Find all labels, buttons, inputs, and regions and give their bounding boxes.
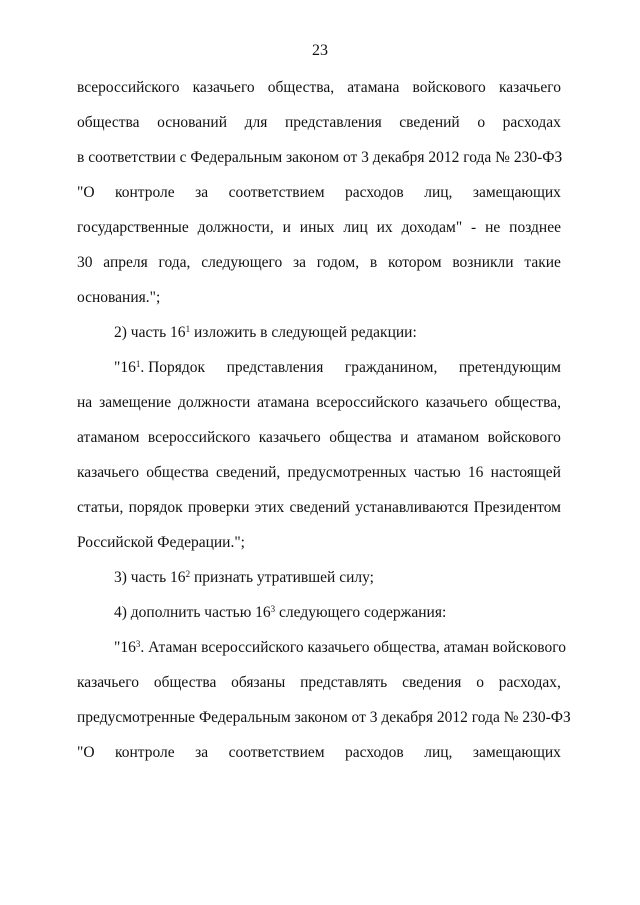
text-line: статьи, порядок проверки этих сведений устанавливаются Президентом bbox=[77, 499, 561, 516]
text-line: предусмотренные Федеральным законом от 3 декабря 2012 года № 230-ФЗ bbox=[77, 709, 571, 726]
list-item-3: 3) часть $16^2$ признать утратившей силу; bbox=[114, 569, 374, 586]
text-line: "$16^3$. Атаман всероссийского казачьего общества, атаман войскового bbox=[114, 639, 566, 656]
text-line: "О контроле за соответствием расходов лиц, замещающих bbox=[77, 184, 561, 201]
text-line: на замещение должности атамана всероссийского казачьего общества, bbox=[77, 394, 561, 411]
text-line: 30 апреля года, следующего за годом, в котором возникли такие bbox=[77, 254, 561, 271]
text-line: основания."; bbox=[77, 289, 161, 306]
page-number: 23 bbox=[312, 42, 328, 59]
text-line: в соответствии с Федеральным законом от 3 декабря 2012 года № 230-ФЗ bbox=[77, 149, 563, 166]
text-line: казачьего общества обязаны представлять сведения о расходах, bbox=[77, 674, 561, 691]
text-line: Российской Федерации."; bbox=[77, 534, 245, 551]
text-line: атаманом всероссийского казачьего общества и атаманом войскового bbox=[77, 429, 561, 446]
list-item-4: 4) дополнить частью $16^3$ следующего содержания: bbox=[114, 604, 447, 621]
text-line: всероссийского казачьего общества, атамана войскового казачьего bbox=[77, 79, 561, 96]
list-item-2: 2) часть $16^1$ изложить в следующей редакции: bbox=[114, 324, 417, 341]
text-line: казачьего общества сведений, предусмотренных частью 16 настоящей bbox=[77, 464, 561, 481]
text-line: "$16^1$. Порядок представления гражданином, претендующим bbox=[114, 359, 561, 376]
text-line: "О контроле за соответствием расходов лиц, замещающих bbox=[77, 744, 561, 761]
text-line: общества оснований для представления сведений о расходах bbox=[77, 114, 561, 131]
text-line: государственные должности, и иных лиц их доходам" - не позднее bbox=[77, 219, 561, 236]
